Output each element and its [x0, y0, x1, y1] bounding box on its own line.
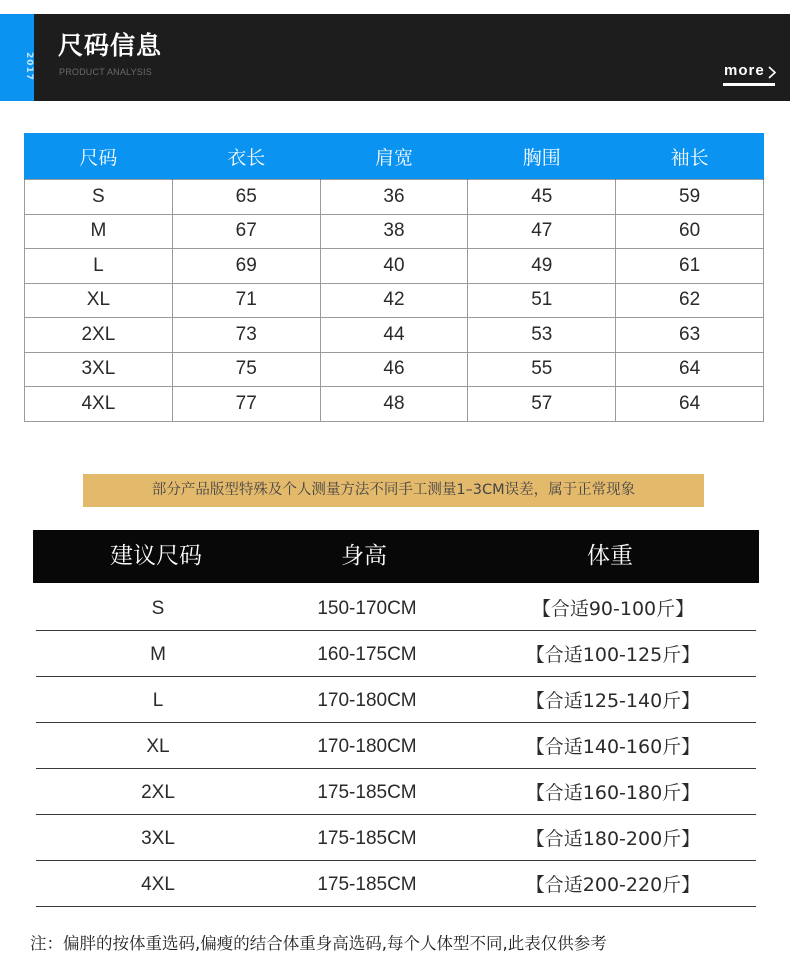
table-cell: XL	[146, 736, 170, 757]
table-cell: 【合适160-180斤】	[525, 782, 701, 804]
footnote: 注：偏胖的按体重选码,偏瘦的结合体重身高选码,每个人体型不同,此表仅供参考	[30, 934, 607, 953]
table-cell: 4XL	[141, 874, 175, 895]
table-row	[25, 283, 764, 318]
table-cell: 67	[172, 214, 320, 249]
recommend-col-header: 建议尺码	[110, 543, 202, 569]
table-cell: 61	[616, 249, 764, 284]
table-cell: 77	[172, 387, 320, 422]
table-cell: 40	[320, 249, 468, 284]
table-cell: 【合适140-160斤】	[525, 736, 701, 758]
table-row	[36, 861, 756, 907]
table-cell: 65	[172, 180, 320, 215]
table-cell: 【合适100-125斤】	[525, 644, 701, 666]
table-cell: 2XL	[25, 318, 173, 353]
table-cell: 150-170CM	[317, 598, 417, 619]
table-cell: 170-180CM	[317, 690, 417, 711]
table-cell: 71	[172, 283, 320, 318]
table-row	[25, 352, 764, 387]
table-cell: 53	[468, 318, 616, 353]
table-cell: 63	[616, 318, 764, 353]
table-cell: S	[151, 598, 165, 619]
table-row	[25, 387, 764, 422]
size-col-header: 尺码	[25, 133, 173, 180]
table-cell: M	[25, 214, 173, 249]
table-cell: 【合适200-220斤】	[525, 874, 701, 896]
table-cell: 49	[468, 249, 616, 284]
table-cell: 64	[616, 352, 764, 387]
table-cell: 38	[320, 214, 468, 249]
table-cell: 48	[320, 387, 468, 422]
table-cell: 44	[320, 318, 468, 353]
table-row	[36, 585, 756, 631]
section-header	[0, 14, 790, 101]
table-cell: 4XL	[25, 387, 173, 422]
table-cell: 3XL	[141, 828, 175, 849]
recommend-col-header: 体重	[587, 543, 633, 569]
table-row	[36, 815, 756, 861]
table-cell: 175-185CM	[317, 828, 417, 849]
table-row	[36, 677, 756, 723]
table-cell: 62	[616, 283, 764, 318]
table-cell: 175-185CM	[317, 874, 417, 895]
more-link[interactable]	[720, 60, 776, 86]
table-cell: XL	[25, 283, 173, 318]
section-title: 尺码信息	[58, 31, 163, 60]
table-cell: 73	[172, 318, 320, 353]
table-row	[25, 214, 764, 249]
table-cell: 75	[172, 352, 320, 387]
recommend-col-header: 身高	[341, 543, 387, 569]
table-cell: 【合适180-200斤】	[525, 828, 701, 850]
table-cell: M	[150, 644, 166, 665]
recommend-table	[36, 585, 756, 907]
table-row	[36, 769, 756, 815]
table-cell: 46	[320, 352, 468, 387]
size-col-header: 袖长	[616, 133, 764, 180]
table-cell: S	[25, 180, 173, 215]
size-table	[24, 133, 764, 422]
size-col-header: 肩宽	[320, 133, 468, 180]
size-col-header: 衣长	[172, 133, 320, 180]
table-cell: 47	[468, 214, 616, 249]
table-cell: 36	[320, 180, 468, 215]
table-cell: L	[152, 690, 164, 711]
more-underline	[723, 83, 775, 86]
table-cell: 57	[468, 387, 616, 422]
table-cell: 【合适90-100斤】	[531, 598, 695, 620]
size-col-header: 胸围	[468, 133, 616, 180]
table-row	[36, 723, 756, 769]
table-cell: 160-175CM	[317, 644, 417, 665]
recommend-table-header	[33, 530, 759, 583]
table-cell: 45	[468, 180, 616, 215]
more-label: more	[724, 62, 765, 79]
table-cell: 【合适125-140斤】	[525, 690, 701, 712]
table-cell: 51	[468, 283, 616, 318]
table-cell: 69	[172, 249, 320, 284]
table-cell: 3XL	[25, 352, 173, 387]
table-cell: 42	[320, 283, 468, 318]
table-row	[36, 631, 756, 677]
table-row	[25, 249, 764, 284]
table-cell: 170-180CM	[317, 736, 417, 757]
size-table-header	[25, 133, 764, 180]
table-row	[25, 180, 764, 215]
table-cell: 55	[468, 352, 616, 387]
chevron-right-icon	[768, 66, 777, 79]
section-subtitle: PRODUCT ANALYSIS	[59, 67, 152, 77]
header-year: 2017	[24, 52, 34, 82]
table-cell: 64	[616, 387, 764, 422]
header-accent-bar	[0, 14, 34, 101]
table-cell: 59	[616, 180, 764, 215]
notice-banner: 部分产品版型特殊及个人测量方法不同手工测量1–3CM误差，属于正常现象	[83, 474, 704, 507]
table-row	[25, 318, 764, 353]
table-cell: 60	[616, 214, 764, 249]
table-cell: L	[25, 249, 173, 284]
table-cell: 175-185CM	[317, 782, 417, 803]
table-cell: 2XL	[141, 782, 175, 803]
